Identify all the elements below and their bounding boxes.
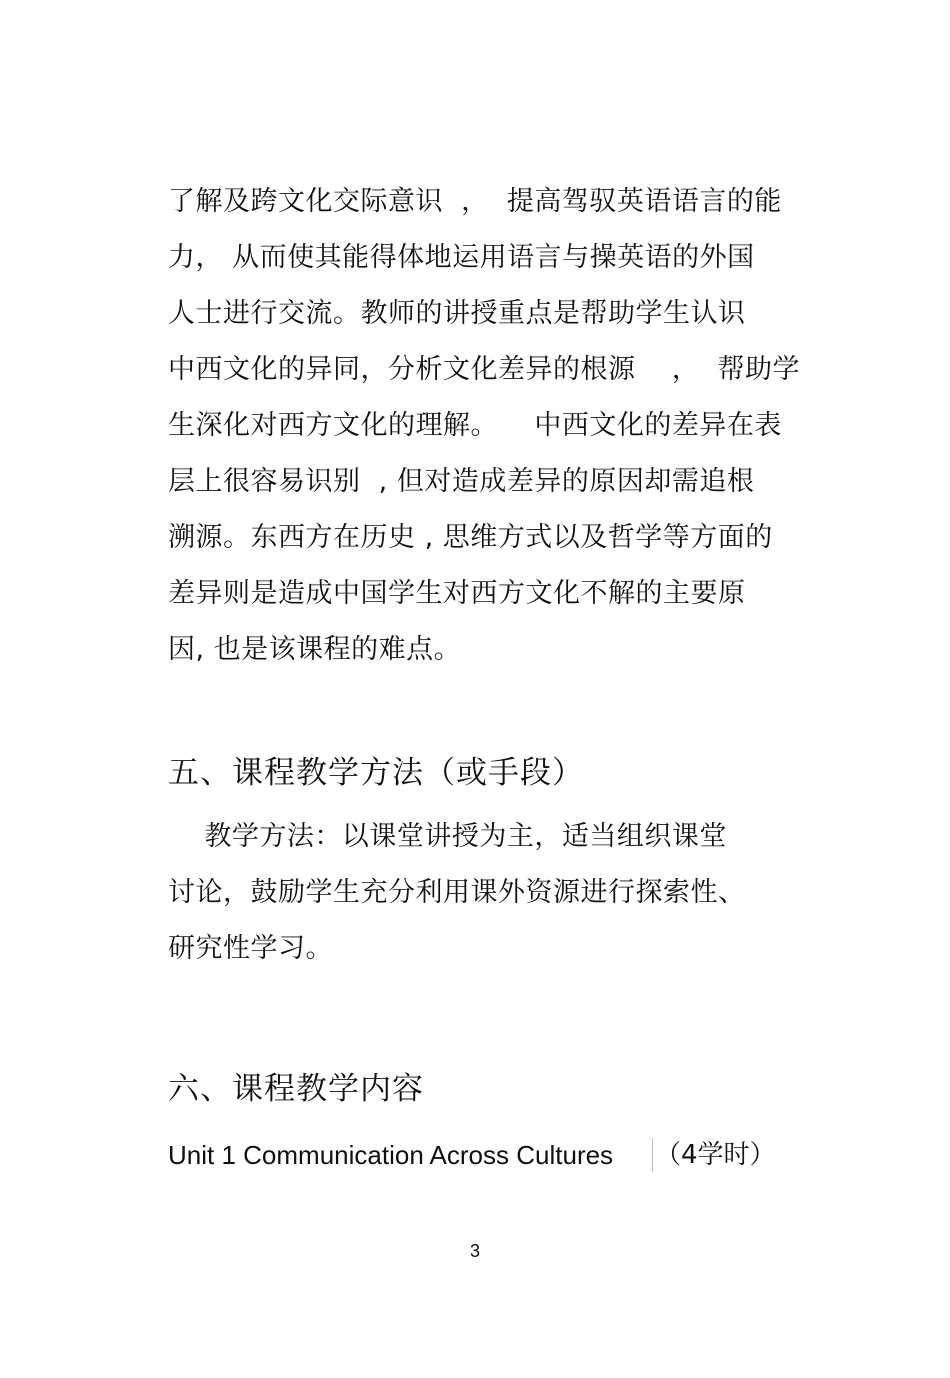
- paragraph-line: 力， 从而使其能得体地运用语言与操英语的外国: [168, 242, 755, 273]
- paragraph-line: 了解及跨文化交际意识 ， 提高驾驭英语语言的能: [168, 186, 782, 217]
- paragraph-line: 层上很容易识别 , 但对造成差异的原因却需追根: [168, 466, 755, 497]
- paragraph-line: 因, 也是该课程的难点。: [168, 634, 462, 665]
- paragraph-line: 生深化对西方文化的理解。 中西文化的差异在表: [168, 410, 782, 441]
- paragraph-line: 差异则是造成中国学生对西方文化不解的主要原: [168, 578, 746, 609]
- unit-hours: （4学时）: [652, 1138, 776, 1172]
- section-heading: 五、课程教学方法（或手段）: [168, 755, 584, 791]
- page-number: 3: [469, 1241, 480, 1261]
- paragraph-line: 中西文化的异同，分析文化差异的根源 ， 帮助学: [168, 354, 800, 385]
- section-heading: 六、课程教学内容: [168, 1071, 424, 1107]
- paragraph-line: 人士进行交流。教师的讲授重点是帮助学生认识: [168, 298, 746, 329]
- paragraph-line: 溯源。东西方在历史 , 思维方式以及哲学等方面的: [168, 522, 773, 553]
- paragraph-line: 讨论，鼓励学生充分利用课外资源进行探索性、: [168, 877, 746, 908]
- paragraph-line: 研究性学习。: [168, 933, 333, 964]
- unit-title: Unit 1 Communication Across Cultures: [168, 1140, 614, 1170]
- paragraph-line: 教学方法：以课堂讲授为主，适当组织课堂: [168, 821, 727, 852]
